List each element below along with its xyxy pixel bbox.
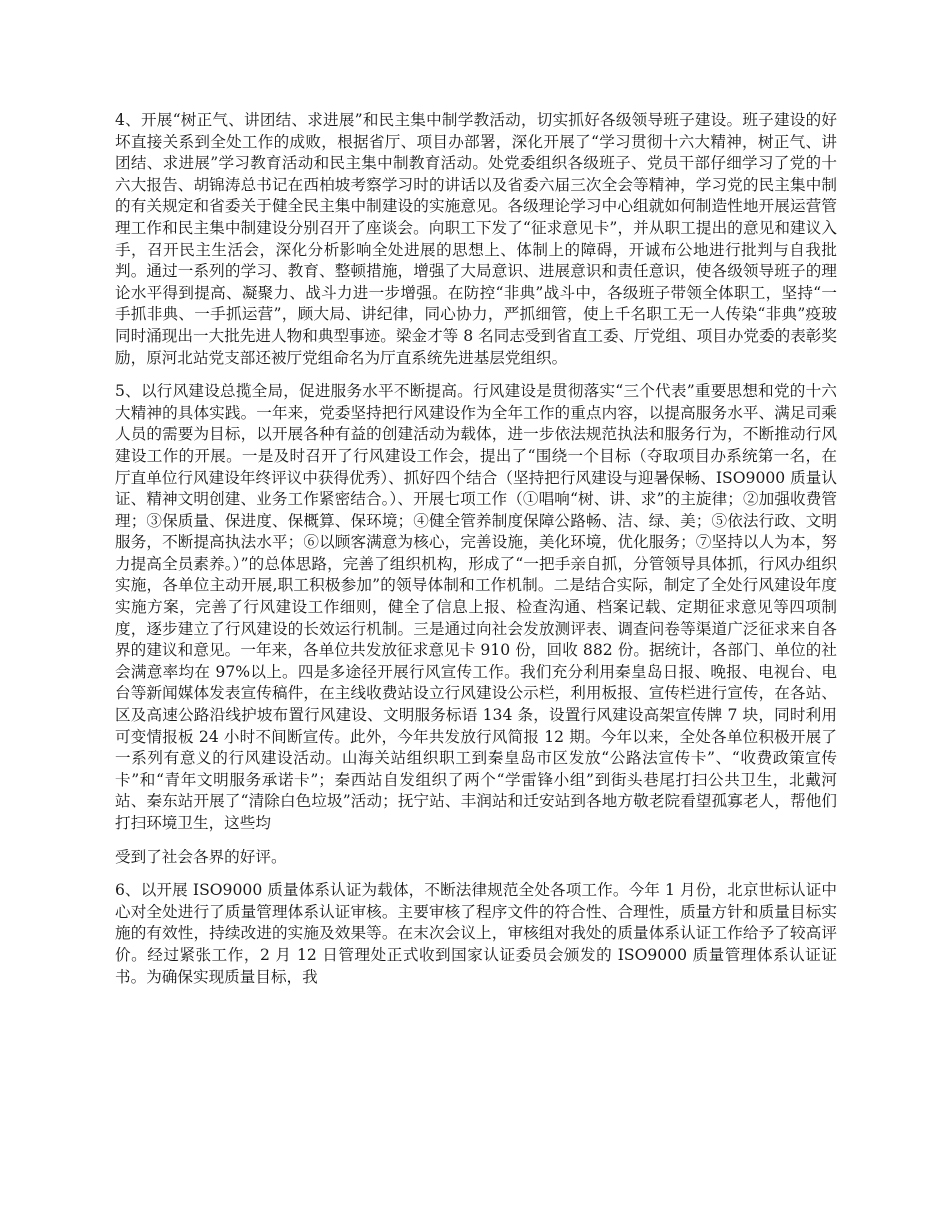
- paragraph-continuation: 受到了社会各界的好评。: [115, 847, 287, 866]
- paragraph-section-6: 6、以开展 ISO9000 质量体系认证为载体，不断法律规范全处各项工作。今年 1 月份，北京世标认证中心对全处进行了质量管理体系认证审核。主要审核了程序文件的符合性、合理性，质量方针和质量目标实施的有效性，持续改进的实施及效果等。在末次会议上，审核组对我处的质量体系认证工作给予了较高评价。经过紧张工作，2 月 12 日管理处正式收到国家认证委员会颁发的 ISO9000 质量管理体系认证证书。为确保实现质量目标，我: [115, 881, 837, 986]
- paragraph-section-5: 5、以行风建设总揽全局，促进服务水平不断提高。行风建设是贯彻落实“三个代表”重要思想和党的十六大精神的具体实践。一年来，党委坚持把行风建设作为全年工作的重点内容，以提高服务水平、满足司乘人员的需要为目标，以开展各种有益的创建活动为载体，进一步依法规范执法和服务行为，不断推动行风建设工作的开展。一是及时召开了行风建设工作会，提出了“围绕一个目标（夺取项目办系统第一名，在厅直单位行风建设年终评议中获得优秀）、抓好四个结合（坚持把行风建设与迎暑保畅、ISO9000 质量认证、精神文明创建、业务工作紧密结合。）、开展七项工作（①唱响“树、讲、求”的主旋律；②加强收费管理；③保质量、保进度、保概算、保环境；④健全管养制度保障公路畅、洁、绿、美；⑤依法行政、文明服务，不断提高执法水平；⑥以顾客满意为核心，完善设施，美化环境，优化服务；⑦坚持以人为本，努力提高全员素养。）”的总体思路，完善了组织机构，形成了“一把手亲自抓，分管领导具体抓，行风办组织实施，各单位主动开展,职工积极参加”的领导体制和工作机制。二是结合实际，制定了全处行风建设年度实施方案，完善了行风建设工作细则，健全了信息上报、检查沟通、档案记载、定期征求意见等四项制度，逐步建立了行风建设的长效运行机制。三是通过向社会发放测评表、调查问卷等渠道广泛征求来自各界的建议和意见。一年来，各单位共发放征求意见卡 910 份，回收 882 份。据统计，各部门、单位的社会满意率均在 97%以上。四是多途径开展行风宣传工作。我们充分利用秦皇岛日报、晚报、电视台、电台等新闻媒体发表宣传稿件，在主线收费站设立行风建设公示栏，利用板报、宣传栏进行宣传，在各站、区及高速公路沿线护坡布置行风建设、文明服务标语 134 条，设置行风建设高架宣传牌 7 块，同时利用可变情报板 24 小时不间断宣传。此外，今年共发放行风简报 12 期。今年以来，全处各单位积极开展了一系列有意义的行风建设活动。山海关站组织职工到秦皇岛市区发放“公路法宣传卡”、“收费政策宣传卡”和“青年文明服务承诺卡”；秦西站自发组织了两个“学雷锋小组”到街头巷尾打扫公共卫生，北戴河站、秦东站开展了“清除白色垃圾”活动；抚宁站、丰润站和迁安站到各地方敬老院看望孤寡老人，帮他们打扫环境卫生，这些均: [115, 382, 837, 832]
- document-body: [115, 110, 837, 1000]
- paragraph-section-4: 4、开展“树正气、讲团结、求进展”和民主集中制学教活动，切实抓好各级领导班子建设。班子建设的好坏直接关系到全处工作的成败，根据省厅、项目办部署，深化开展了“学习贯彻十六大精神，树正气、讲团结、求进展”学习教育活动和民主集中制教育活动。处党委组织各级班子、党员干部仔细学习了党的十六大报告、胡锦涛总书记在西柏坡考察学习时的讲话以及省委六届三次全会等精神，学习党的民主集中制的有关规定和省委关于健全民主集中制建设的实施意见。各级理论学习中心组就如何制造性地开展运营管理工作和民主集中制建设分别召开了座谈会。向职工下发了“征求意见卡”，并从职工提出的意见和建议入手，召开民主生活会，深化分析影响全处进展的思想上、体制上的障碍，开诚布公地进行批判与自我批判。通过一系列的学习、教育、整顿措施，增强了大局意识、进展意识和责任意识，使各级领导班子的理论水平得到提高、凝聚力、战斗力进一步增强。在防控“非典”战斗中，各级班子带领全体职工，坚持“一手抓非典、一手抓运营”，顾大局、讲纪律，同心协力，严抓细管，使上千名职工无一人传染“非典”疫玻同时涌现出一大批先进人物和典型事迹。梁金才等 8 名同志受到省直工委、厅党组、项目办党委的表彰奖励，原河北站党支部还被厅党组命名为厅直系统先进基层党组织。: [115, 111, 837, 367]
